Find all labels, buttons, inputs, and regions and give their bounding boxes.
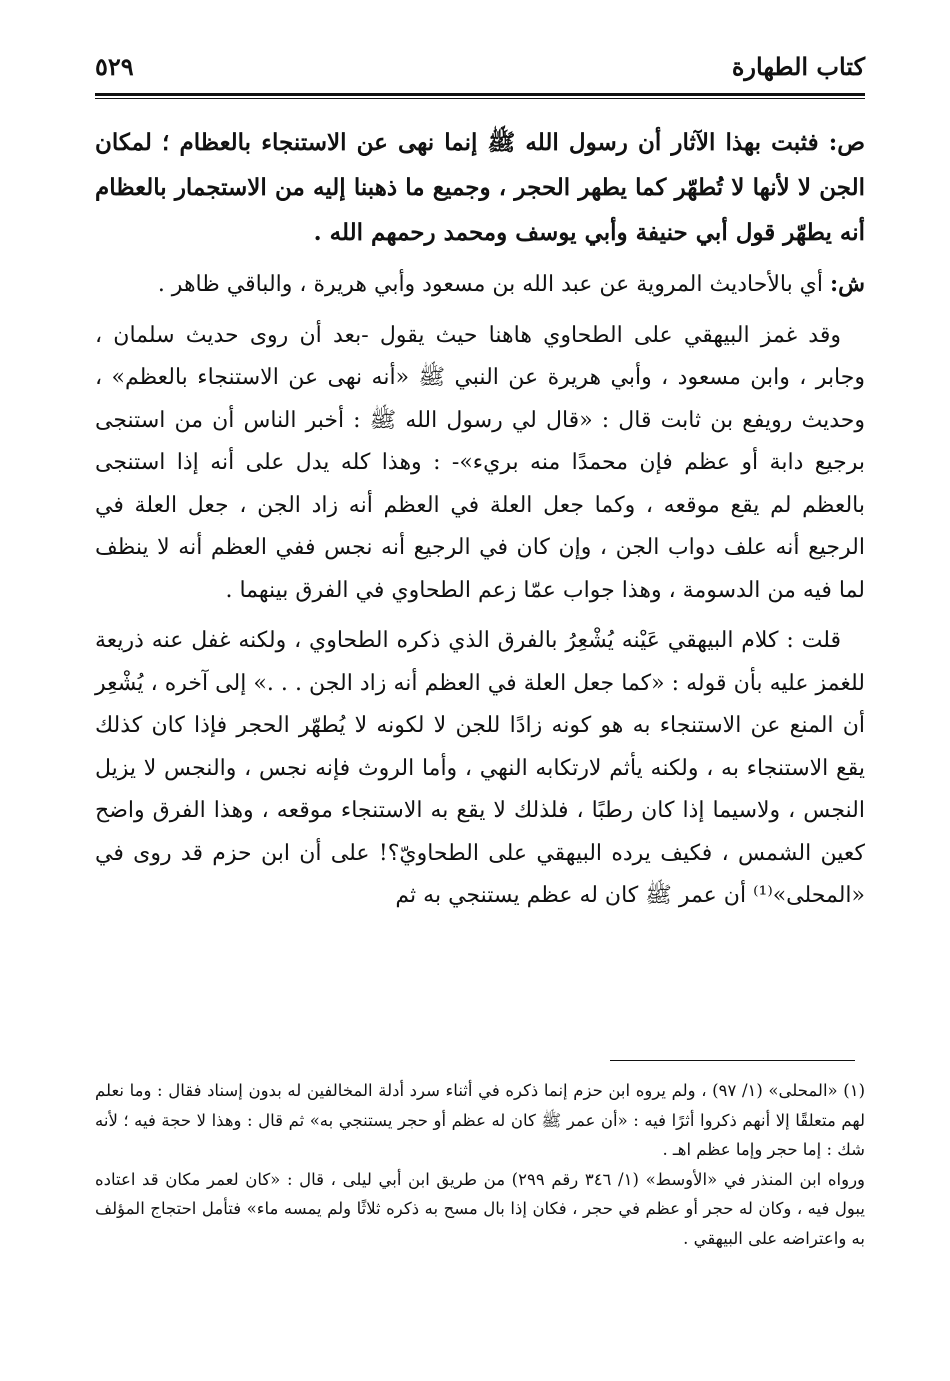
matn-paragraph bbox=[95, 120, 865, 255]
matn-text: فثبت بهذا الآثار أن رسول الله ﷺ إنما نهى عن الاستنجاء بالعظام ؛ لمكان الجن لا لأنها لا تُطهّر كما يطهر الحجر ، وجميع ما ذهبنا إليه من الاستجمار بالعظام أنه يطهّر قول أبي حنيفة وأبي يوسف ومحمد رحمهم الله . bbox=[95, 129, 865, 246]
page-number: ٥٢٩ bbox=[95, 52, 134, 81]
paragraph-bayhaqi-objection: وقد غمز البيهقي على الطحاوي هاهنا حيث يقول -بعد أن روى حديث سلمان ، وجابر ، وابن مسعود ، وأبي هريرة عن النبي ﷺ «أنه نهى عن الاستنجاء بالعظم» ، وحديث رويفع بن ثابت قال : «قال لي رسول الله ﷺ : أخبر الناس أن من استنجى برجيع دابة أو عظم فإن محمدًا منه بريء»- : وهذا كله يدل على أنه إذا استنجى بالعظم لم يقع موقعه ، وكما جعل العلة في العظم أنه زاد الجن ، جعل العلة في الرجيع أنه علف دواب الجن ، وإن كان في الرجيع أنه نجس ففي العظم أنه لا ينظف لما فيه من الدسومة ، وهذا جواب عمّا زعم الطحاوي في الفرق بينهما . bbox=[95, 322, 865, 603]
paragraph-response: قلت : كلام البيهقي عَيْنه يُشْعِرُ بالفرق الذي ذكره الطحاوي ، ولكنه غفل عنه ذريعة للغمز عليه بأن قوله : «كما جعل العلة في العظم أنه زاد الجن . . .» إلى آخره ، يُشْعِر أن المنع عن الاستنجاء به هو كونه زادًا للجن لا لكونه لا يُطهّر الحجر فإذا كان كذلك يقع الاستنجاء به ، ولكنه يأثم لارتكابه النهي ، وأما الروث فإنه نجس ، والنجس لا يزيل النجس ، ولاسيما إذا كان رطبًا ، فلذلك لا يقع به الاستنجاء موقعه ، وهذا الفرق واضح كعين الشمس ، فكيف يرده البيهقي على الطحاويّ؟! على أن ابن حزم قد روى في «المحلى»⁽¹⁾ أن عمر ﷺ كان له عظم يستنجي به ثم bbox=[95, 628, 865, 908]
footnote-1: (١) «المحلى» (١/ ٩٧) ، ولم يروه ابن حزم إنما ذكره في أثناء سرد أدلة المخالفين له بدون إسناد فقال : وما نعلم لهم متعلقًا إلا أنهم ذكروا أثرًا فيه : «أن عمر ﷺ كان له عظم أو حجر يستنجي به» ثم قال : وهذا لا حجة فيه ؛ لأنه شك : إما حجر وإما عظم اهـ . bbox=[95, 1081, 866, 1159]
running-title: كتاب الطهارة bbox=[731, 52, 865, 81]
header-divider bbox=[95, 93, 865, 99]
main-text bbox=[95, 120, 865, 926]
footnotes bbox=[95, 1076, 865, 1253]
sharh-text: أي بالأحاديث المروية عن عبد الله بن مسعود وأبي هريرة ، والباقي ظاهر . bbox=[157, 272, 824, 297]
sharh-marker: ش: bbox=[830, 271, 865, 297]
matn-marker: ص: bbox=[828, 129, 865, 156]
page-header bbox=[95, 52, 865, 90]
footnote-divider bbox=[610, 1060, 855, 1061]
footnote-1-continued: ورواه ابن المنذر في «الأوسط» (١/ ٣٤٦ رقم ٢٩٩) من طريق ابن أبي ليلى ، قال : «كان لعمر مكان قد اعتاده يبول فيه ، وكان له حجر أو عظم في حجر ، فكان إذا بال مسح به ذكره ثلاثًا ولم يمسه ماء» فتأمل احتجاج المؤلف به واعتراضه على البيهقي . bbox=[95, 1169, 866, 1248]
sharh-paragraph bbox=[95, 263, 865, 307]
